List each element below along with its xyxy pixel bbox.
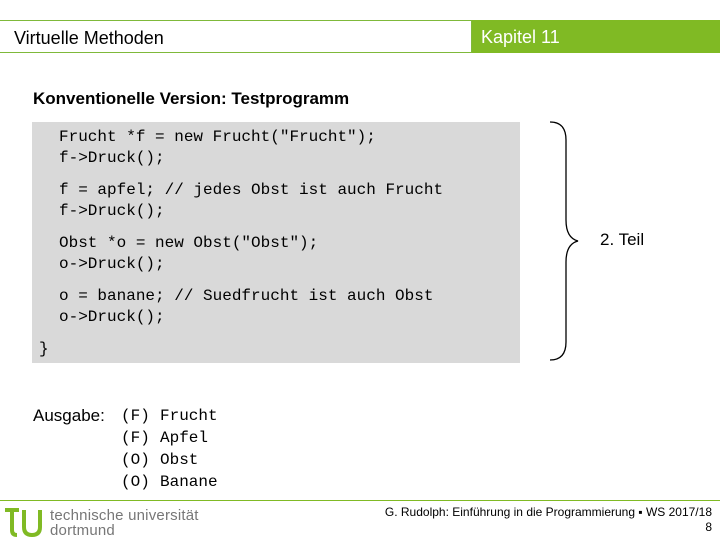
tu-logo-icon [4, 506, 46, 538]
output-code: (O) [121, 451, 150, 469]
header-title: Virtuelle Methoden [14, 28, 164, 48]
output-code: (F) [121, 407, 150, 425]
output-value: Apfel [160, 429, 209, 447]
header-title-box [0, 20, 472, 53]
output-value: Frucht [160, 407, 218, 425]
section-title: Konventionelle Version: Testprogramm [33, 89, 350, 108]
university-name: technische universität dortmund [50, 507, 199, 539]
curly-brace-icon [540, 120, 580, 362]
slide-header [0, 0, 720, 56]
code-line: o->Druck(); [59, 255, 165, 273]
code-line-closing-brace: } [39, 340, 49, 358]
footer-divider [0, 500, 720, 501]
code-line: o = banane; // Suedfrucht ist auch Obst [59, 287, 434, 305]
code-line: o->Druck(); [59, 308, 165, 326]
footer-info [385, 505, 712, 535]
page-number: 8 [705, 520, 712, 534]
code-line: Frucht *f = new Frucht("Frucht"); [59, 128, 376, 146]
header-chapter-box [472, 20, 720, 53]
output-label: Ausgabe: [33, 406, 105, 425]
output-code: (O) [121, 473, 150, 491]
code-line: f = apfel; // jedes Obst ist auch Frucht [59, 181, 444, 199]
output-value: Obst [160, 451, 199, 469]
brace-label: 2. Teil [600, 230, 645, 249]
code-line: f->Druck(); [59, 149, 165, 167]
output-code: (F) [121, 429, 150, 447]
output-value: Banane [160, 473, 218, 491]
header-chapter: Kapitel 11 [481, 27, 560, 47]
code-line: f->Druck(); [59, 202, 165, 220]
code-block [32, 122, 520, 363]
footer-author-course: G. Rudolph: Einführung in die Programmierung ▪ WS 2017/18 [384, 505, 712, 519]
code-line: Obst *o = new Obst("Obst"); [59, 234, 319, 252]
